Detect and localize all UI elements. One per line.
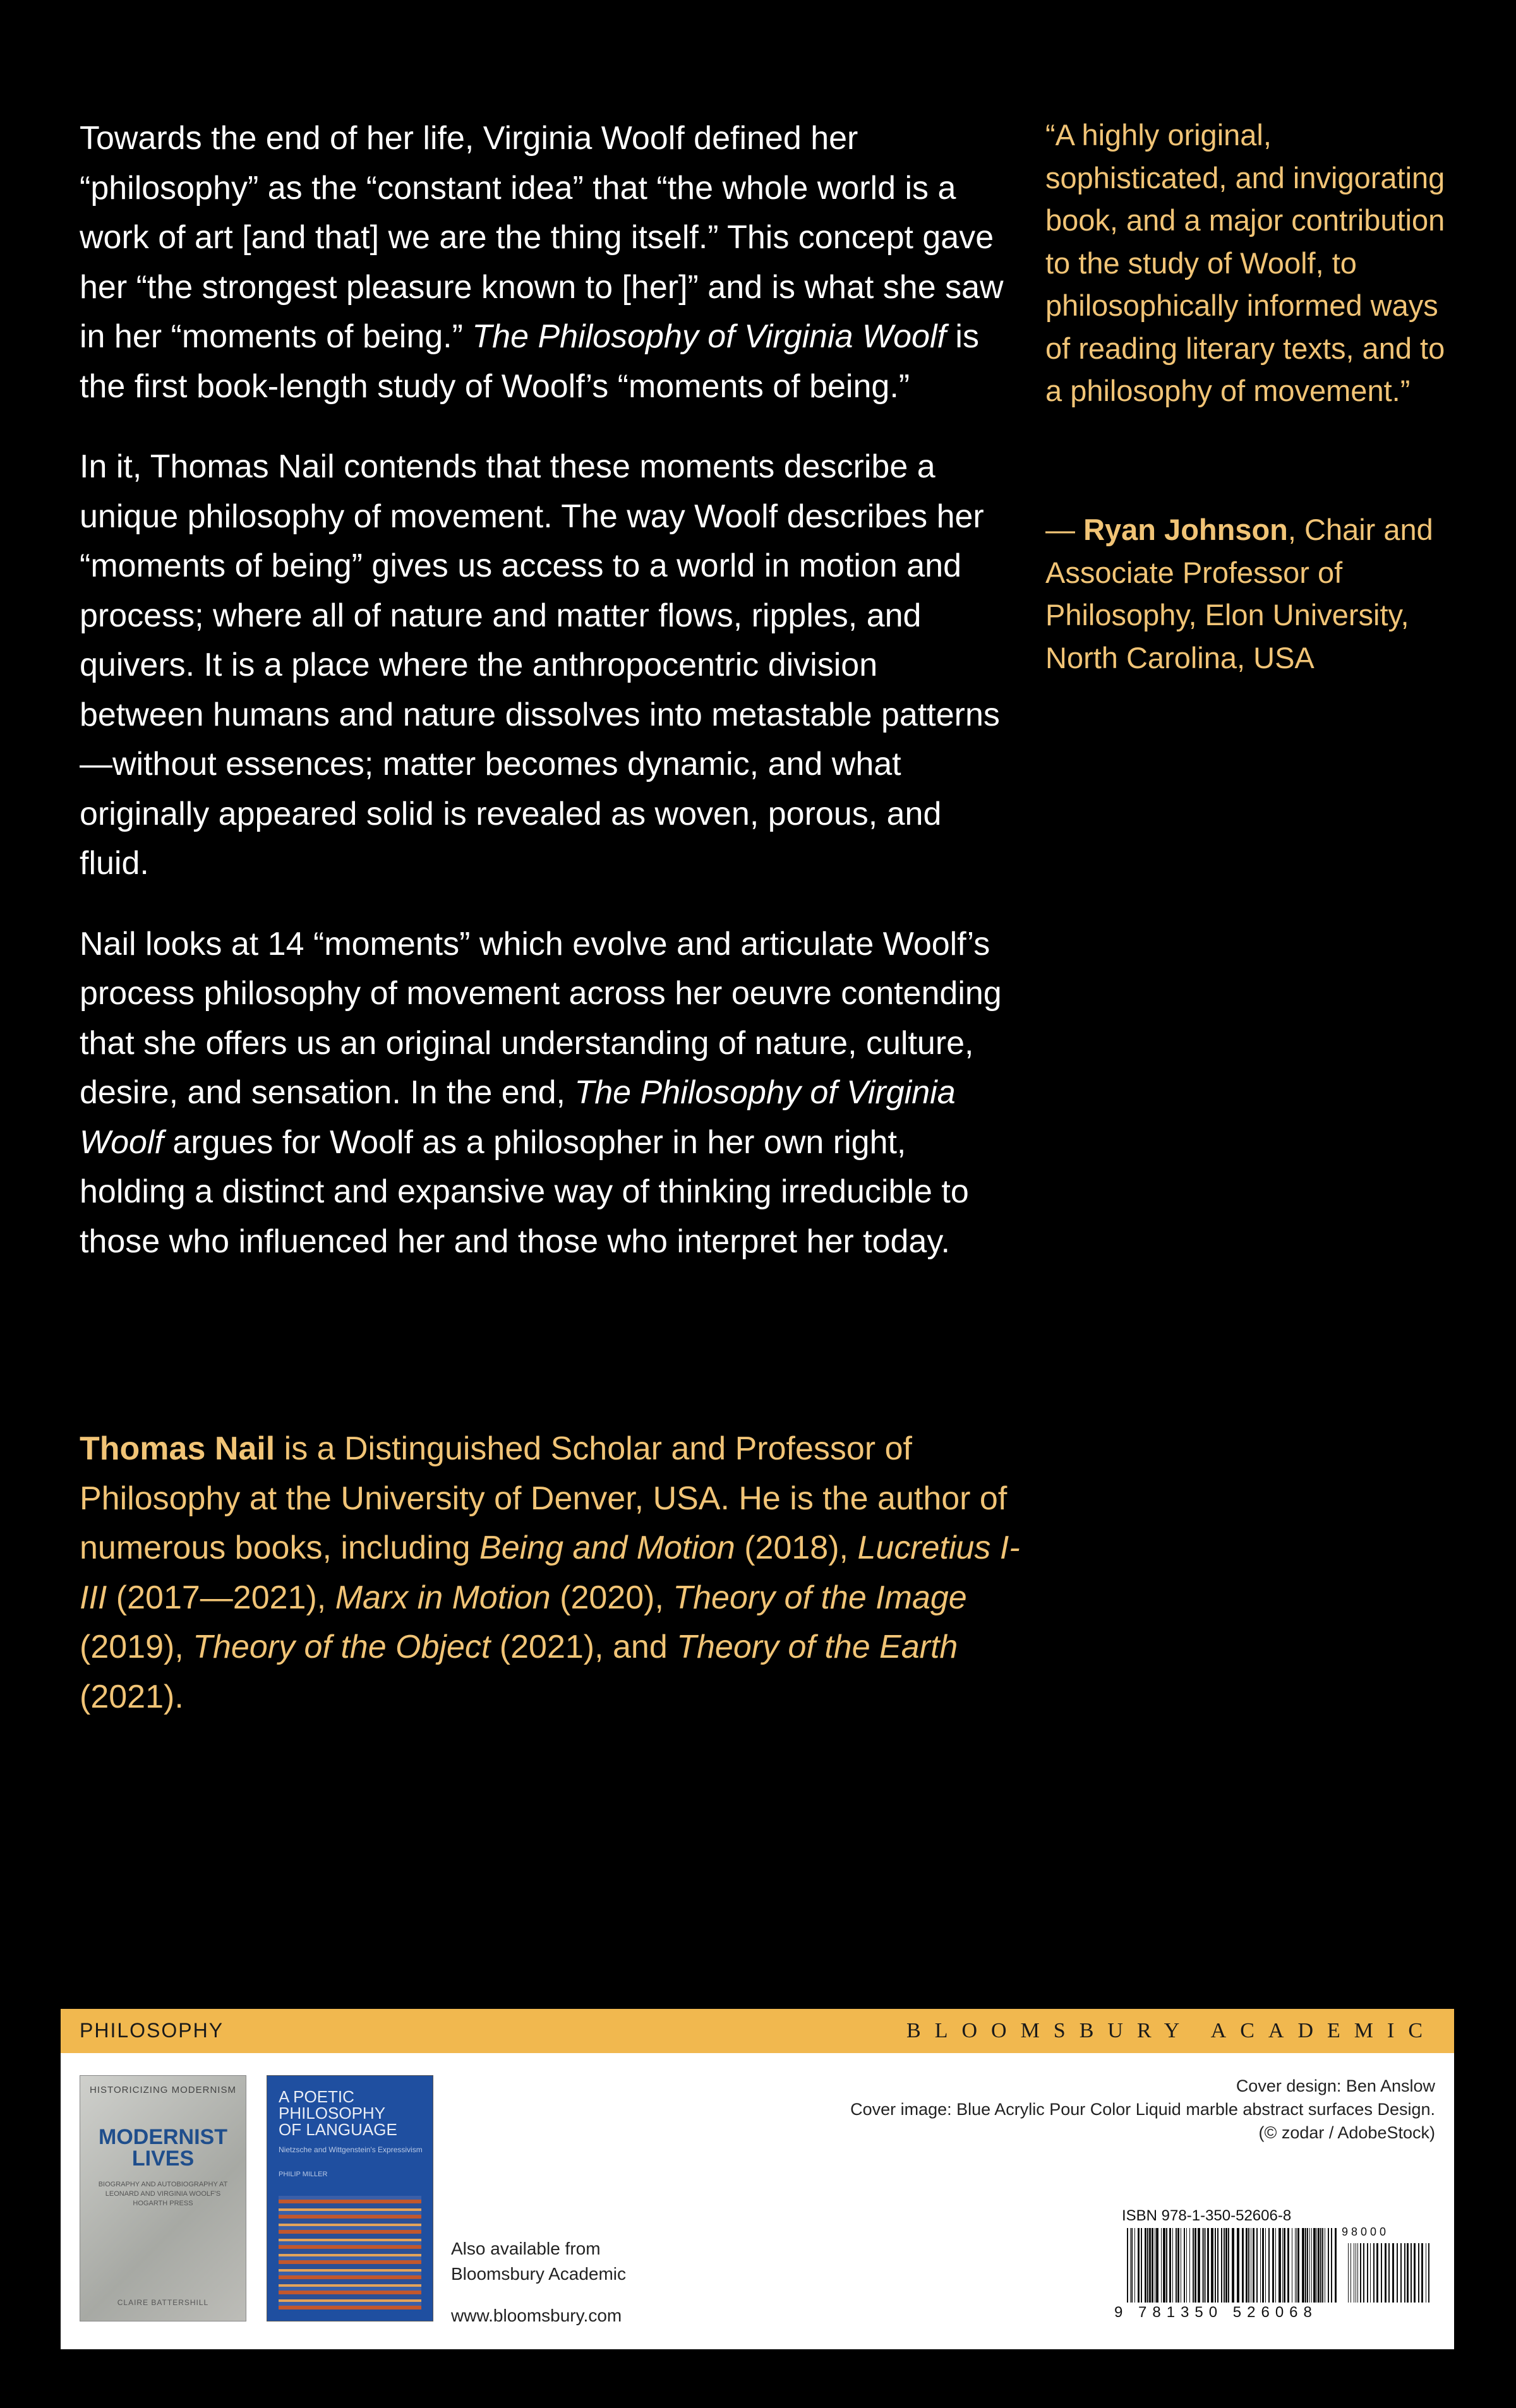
barcode-bar [1268,2228,1270,2303]
barcode-addon-bar [1418,2243,1419,2303]
barcode-bar [1302,2228,1304,2303]
italic-title: Theory of the Object [193,1629,491,1665]
barcode-addon-bar [1376,2243,1378,2303]
book-author: CLAIRE BATTERSHILL [117,2298,209,2307]
barcode-bar [1203,2228,1205,2303]
also-available-line: Also available from [451,2239,601,2258]
book-title-line: A POETIC [279,2087,354,2106]
barcode-bar [1172,2228,1173,2303]
italic-title: Lucretius I-III [80,1530,1020,1616]
barcode-bar [1156,2228,1158,2303]
publisher-website-link[interactable]: www.bloomsbury.com [451,2306,622,2325]
barcode-bar [1318,2228,1320,2303]
barcode-bar [1307,2228,1308,2303]
italic-title: Being and Motion [479,1530,735,1566]
barcode-addon-digits: 98000 [1342,2225,1390,2238]
barcode-addon-bar [1388,2243,1390,2303]
barcode-bar [1176,2228,1177,2303]
barcode-bar [1278,2228,1281,2303]
italic-title: Theory of the Earth [677,1629,958,1665]
text-run: Nail looks at 14 “moments” which evolve and articulate Woolf’s process philosophy of movement across her oeuvre contending that she offers us an original understanding of nature, culture, desire, and sensation. In the end, [80,925,1002,1111]
barcode-addon-bar [1381,2243,1382,2303]
author-name: Thomas Nail [80,1430,275,1467]
barcode-bar [1198,2228,1200,2303]
barcode-bar [1217,2228,1218,2303]
text-run: is a Distinguished Scholar and Professor of Philosophy at the University of Denver, USA. He is the author of numerous books, including [80,1430,1008,1566]
barcode-addon-bar [1363,2243,1364,2303]
barcode-bar [1207,2228,1209,2303]
barcode-addon-bar [1414,2243,1416,2303]
barcode-bar [1328,2228,1329,2303]
barcode-bar [1138,2228,1140,2303]
barcode-bar [1256,2228,1258,2303]
barcode-bar [1163,2228,1165,2303]
barcode-addon-bar [1357,2243,1358,2303]
barcode-bar [1211,2228,1213,2303]
barcode-bar [1193,2228,1194,2303]
barcode-digits: 9 781350 526068 [1114,2304,1318,2321]
description-paragraph-3 [80,919,1008,1267]
barcode-bar [1275,2228,1276,2303]
book-subtitle: Nietzsche and Wittgenstein's Expressivism [279,2145,423,2154]
also-available-line: Bloomsbury Academic [451,2264,627,2284]
barcode-bar [1184,2228,1185,2303]
barcode-bar [1232,2228,1234,2303]
barcode-bar [1248,2228,1249,2303]
barcode-bar [1296,2228,1297,2303]
book-title-line: OF LANGUAGE [279,2120,397,2139]
book-title [279,2088,397,2138]
also-available-note [451,2236,626,2287]
barcode-bar [1186,2228,1187,2303]
subject-label: PHILOSOPHY [80,2019,224,2042]
italic-title: The Philosophy of Virginia Woolf [472,318,946,355]
barcode-bar [1141,2228,1142,2303]
barcode-icon [1127,2228,1433,2303]
barcode-bar [1166,2228,1167,2303]
endorsement-quote: “A highly original, sophisticated, and invigorating book, and a major contribution to the study of Woolf, to philosophically informed ways of reading literary texts, and to a philosophy of movement.” [1045,118,1445,407]
related-book-cover-poetic-philosophy[interactable] [267,2075,433,2321]
barcode-bar [1265,2228,1266,2303]
barcode-bar [1242,2228,1244,2303]
barcode-addon-bar [1385,2243,1387,2303]
barcode-bar [1161,2228,1162,2303]
barcode-bar [1246,2228,1248,2303]
book-series-label: HISTORICIZING MODERNISM [90,2085,236,2095]
barcode-bar [1316,2228,1317,2303]
cover-image-copyright: (© zodar / AdobeStock) [1258,2123,1435,2142]
isbn-label: ISBN 978-1-350-52606-8 [1122,2207,1292,2224]
italic-title: The Philosophy of Virginia Woolf [80,1074,956,1161]
barcode-bar [1149,2228,1151,2303]
text-run: argues for Woolf as a philosopher in her own right, holding a distinct and expansive way of thinking irreducible to those who influenced her and those who interpret her today. [80,1123,969,1260]
barcode-bar [1131,2228,1133,2303]
barcode-addon-bar [1397,2243,1398,2303]
barcode-addon-bar [1370,2243,1371,2303]
endorser-name: Ryan Johnson [1083,513,1288,546]
barcode-addon-bar [1421,2243,1423,2303]
barcode-bar [1322,2228,1323,2303]
barcode-bar [1130,2228,1131,2303]
barcode-bar [1152,2228,1153,2303]
barcode-bar [1145,2228,1146,2303]
barcode-bar [1320,2228,1321,2303]
barcode-bar [1282,2228,1283,2303]
barcode-addon-bar [1404,2243,1405,2303]
barcode-bar [1221,2228,1222,2303]
description-paragraph-2: In it, Thomas Nail contends that these moments describe a unique philosophy of movement. The way Woolf describes her “moments of being” gives us access to a world in motion and process; where all of nature and matter flows, ripples, and quivers. It is a place where the anthropocentric division between humans and nature dissolves into metastable patterns—without essences; matter becomes dynamic, and what originally appeared solid is revealed as woven, porous, and fluid. [80,448,1000,882]
text-run: (2017—2021), [107,1579,335,1616]
book-author: PHILIP MILLER [279,2171,328,2178]
barcode-bar [1224,2228,1225,2303]
description-column [80,114,1008,1297]
barcode-bar [1331,2228,1332,2303]
book-title-line: LIVES [131,2147,195,2171]
barcode-bar [1205,2228,1206,2303]
barcode-bar [1189,2228,1190,2303]
barcode-bar [1311,2228,1312,2303]
text-run: is the first book-length study of Woolf’s “moments of being.” [80,318,979,405]
barcode-addon-bar [1392,2243,1394,2303]
book-title [80,2126,246,2169]
barcode-bar [1272,2228,1274,2303]
text-run: (2021). [80,1678,184,1715]
related-book-cover-modernist-lives[interactable] [80,2075,246,2321]
text-run: Towards the end of her life, Virginia Woolf defined her “philosophy” as the “constant idea” that “the whole world is a work of art [and that] we are the thing itself.” This concept gave her “the strongest pleasure known to [her]” and is what she saw in her “moments of being.” [80,120,1004,355]
barcode-bar [1228,2228,1229,2303]
barcode-addon-bar [1400,2243,1402,2303]
barcode-bar [1305,2228,1306,2303]
barcode-bar [1127,2228,1128,2303]
endorsement-attribution [1045,508,1450,679]
barcode-bar [1194,2228,1196,2303]
barcode-addon-bar [1428,2243,1429,2303]
barcode-bar [1225,2228,1227,2303]
text-run: (2018), [735,1530,858,1566]
cover-credits [850,2075,1435,2145]
barcode-addon-bar [1373,2243,1375,2303]
barcode-bar [1313,2228,1316,2303]
attribution-dash: — [1045,513,1084,546]
barcode-addon-bar [1348,2243,1349,2303]
book-title-line: MODERNIST [99,2125,227,2149]
barcode-bar [1253,2228,1254,2303]
publisher-wordmark: BLOOMSBURY ACADEMIC [906,2019,1436,2042]
italic-title: Theory of the Image [673,1579,967,1616]
text-run: (2019), [80,1629,193,1665]
footer-panel [61,2053,1454,2349]
barcode-bar [1169,2228,1171,2303]
barcode-bar [1287,2228,1289,2303]
author-bio [80,1424,1027,1722]
barcode-bar [1177,2228,1179,2303]
book-subtitle: BIOGRAPHY AND AUTOBIOGRAPHY AT LEONARD AND VIRGINIA WOOLF'S HOGARTH PRESS [98,2181,228,2207]
barcode-addon-bar [1407,2243,1409,2303]
barcode-addon-bar [1367,2243,1368,2303]
endorser-affiliation: , Chair and Associate Professor of Philosophy, Elon University, North Carolina, USA [1045,513,1433,674]
italic-title: Marx in Motion [335,1579,551,1616]
description-paragraph-1 [80,114,1008,411]
barcode-bar [1260,2228,1261,2303]
cover-artwork [279,2196,421,2309]
barcode-bar [1147,2228,1148,2303]
barcode-bar [1335,2228,1337,2303]
barcode-bar [1297,2228,1299,2303]
barcode-bar [1202,2228,1203,2303]
barcode-bar [1262,2228,1264,2303]
cover-image-credit: Cover image: Blue Acrylic Pour Color Liquid marble abstract surfaces Design. [850,2100,1435,2119]
barcode-bar [1237,2228,1239,2303]
footer-band [61,2009,1454,2053]
barcode-bar [1215,2228,1216,2303]
barcode-bar [1134,2228,1135,2303]
barcode-addon-bar [1360,2243,1361,2303]
barcode-addon-bar [1411,2243,1412,2303]
text-run: (2020), [550,1579,673,1616]
barcode-bar [1284,2228,1285,2303]
barcode-bar [1309,2228,1310,2303]
barcode-bar [1295,2228,1296,2303]
cover-design-credit: Cover design: Ben Anslow [1236,2076,1435,2095]
text-run: (2021), and [490,1629,677,1665]
book-title-line: PHILOSOPHY [279,2104,386,2123]
